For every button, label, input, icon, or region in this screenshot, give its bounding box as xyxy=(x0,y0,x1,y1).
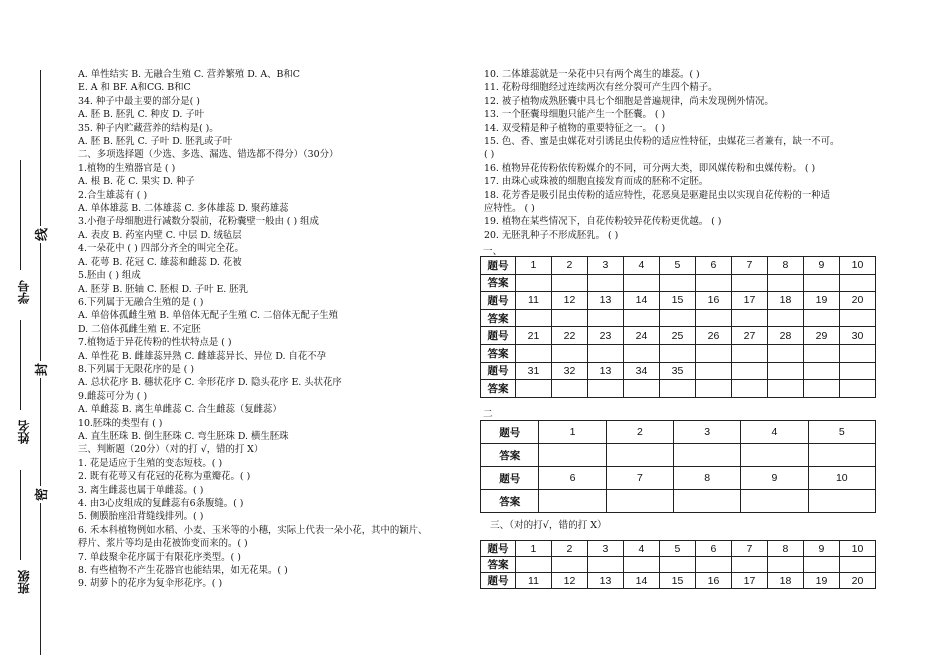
question-number-cell: 4 xyxy=(623,541,659,557)
answer-header: 答案 xyxy=(481,490,539,513)
question-number-cell: 16 xyxy=(695,292,731,310)
answer-row xyxy=(481,344,876,362)
question-number-cell: 20 xyxy=(839,573,875,589)
question-number-cell: 30 xyxy=(839,327,875,345)
question-number-cell: 2 xyxy=(551,257,587,275)
question-number-cell: 31 xyxy=(515,362,551,380)
answer-row xyxy=(481,380,876,398)
question-number-cell: 7 xyxy=(731,257,767,275)
answer-cell[interactable] xyxy=(731,557,767,573)
answer-section-one-label: 一、 xyxy=(483,246,503,257)
question-line: A. 总状花序 B. 穗状花序 C. 伞形花序 D. 隐头花序 E. 头状花序 xyxy=(78,377,342,389)
answer-cell[interactable] xyxy=(695,557,731,573)
question-number-cell: 18 xyxy=(767,292,803,310)
question-number-cell: 32 xyxy=(551,362,587,380)
answer-row xyxy=(481,467,876,490)
question-line: A. 单体雄蕊 B. 二体雄蕊 C. 多体雄蕊 D. 聚药雄蕊 xyxy=(78,203,289,215)
question-number-header: 题号 xyxy=(481,362,516,380)
question-number-cell: 8 xyxy=(767,257,803,275)
question-number-cell: 25 xyxy=(659,327,695,345)
question-line: 1.植物的生殖器官是 ( ) xyxy=(78,162,176,174)
answer-cell[interactable] xyxy=(515,309,551,327)
question-line: 2.合生雄蕊有 ( ) xyxy=(78,189,148,201)
answer-cell[interactable] xyxy=(695,380,731,398)
class-blank xyxy=(20,470,21,560)
question-number-cell: 19 xyxy=(803,573,839,589)
student-id-label: 学号 xyxy=(17,280,31,304)
question-number-cell: 10 xyxy=(808,467,875,490)
answer-table-true-false xyxy=(480,540,876,589)
binding-mark-xian: 线 xyxy=(31,226,50,243)
answer-cell[interactable] xyxy=(808,444,875,467)
question-number-cell: 18 xyxy=(767,573,803,589)
answer-cell[interactable] xyxy=(623,557,659,573)
answer-row xyxy=(481,557,876,573)
answer-row xyxy=(481,274,876,292)
question-number-header: 题号 xyxy=(481,421,539,444)
question-number-cell: 3 xyxy=(587,541,623,557)
question-line: 7.植物适于异花传粉的性状特点是 ( ) xyxy=(78,337,232,349)
answer-row xyxy=(481,541,876,557)
answer-cell[interactable] xyxy=(839,344,875,362)
answer-cell[interactable] xyxy=(551,274,587,292)
right-question-column xyxy=(484,68,904,242)
question-line: 三、判断题（20分）（对的打 √，错的打 X） xyxy=(78,444,264,456)
question-line: 34. 种子中最主要的部分是( ) xyxy=(78,95,200,107)
question-number-cell: 27 xyxy=(731,327,767,345)
question-number-cell: 14 xyxy=(623,292,659,310)
question-line: 5.胚由 ( ) 组成 xyxy=(78,270,141,282)
question-line: 3. 离生雌蕊也属于单雌蕊。( ) xyxy=(78,484,204,496)
answer-cell[interactable] xyxy=(803,557,839,573)
question-line: 19. 植物在某些情况下，自花传粉较异花传粉更优越。 ( ) xyxy=(484,216,722,228)
answer-row xyxy=(481,327,876,345)
question-line: 35. 种子内贮藏营养的结构是( )。 xyxy=(78,122,219,134)
question-line: ( ) xyxy=(484,149,495,161)
question-number-header: 题号 xyxy=(481,327,516,345)
question-line: A. 根 B. 花 C. 果实 D. 种子 xyxy=(78,176,195,188)
answer-cell[interactable] xyxy=(659,557,695,573)
question-number-cell: 8 xyxy=(767,541,803,557)
question-line: 二、多项选择题（少选、多选、漏选、错选都不得分）（30分） xyxy=(78,149,339,161)
answer-cell[interactable] xyxy=(695,274,731,292)
student-name-label: 姓名 xyxy=(17,420,31,444)
question-line: A. 单性花 B. 雌雄蕊异熟 C. 雌雄蕊异长、异位 D. 自花不孕 xyxy=(78,350,326,362)
answer-cell[interactable] xyxy=(731,380,767,398)
answer-cell[interactable] xyxy=(731,309,767,327)
question-line: 10.胚珠的类型有 ( ) xyxy=(78,417,163,429)
answer-row xyxy=(481,292,876,310)
question-number-cell xyxy=(803,362,839,380)
question-number-cell: 7 xyxy=(731,541,767,557)
question-number-cell: 19 xyxy=(803,292,839,310)
answer-row xyxy=(481,257,876,275)
question-line: 6.下列属于无融合生殖的是 ( ) xyxy=(78,296,204,308)
question-number-cell: 13 xyxy=(587,292,623,310)
question-number-cell: 17 xyxy=(731,573,767,589)
answer-cell[interactable] xyxy=(623,309,659,327)
question-number-cell: 10 xyxy=(839,257,875,275)
answer-cell[interactable] xyxy=(515,380,551,398)
answer-cell[interactable] xyxy=(803,380,839,398)
answer-section-two-label: 二 xyxy=(483,409,493,420)
question-number-cell: 7 xyxy=(606,467,673,490)
question-line: A. 胚 B. 胚乳 C. 子叶 D. 胚乳或子叶 xyxy=(78,136,233,148)
question-number-cell: 6 xyxy=(695,257,731,275)
question-line: A. 直生胚珠 B. 倒生胚珠 C. 弯生胚珠 D. 横生胚珠 xyxy=(78,430,289,442)
answer-header: 答案 xyxy=(481,344,516,362)
question-line: 应特性。 ( ) xyxy=(484,203,535,215)
answer-cell[interactable] xyxy=(767,344,803,362)
student-name-blank xyxy=(20,320,21,410)
question-line: 20. 无胚乳种子不形成胚乳。 ( ) xyxy=(484,229,619,241)
answer-cell[interactable] xyxy=(587,274,623,292)
left-question-column xyxy=(78,68,468,591)
question-line: 3.小孢子母细胞进行减数分裂前，花粉囊壁一般由 ( ) 组成 xyxy=(78,216,319,228)
question-number-cell xyxy=(695,362,731,380)
question-number-cell: 9 xyxy=(741,467,808,490)
question-number-cell: 2 xyxy=(606,421,673,444)
question-line: 12. 被子植物成熟胚囊中具七个细胞是普遍规律，尚未发现例外情况。 xyxy=(484,95,774,107)
answer-cell[interactable] xyxy=(803,309,839,327)
answer-header: 答案 xyxy=(481,309,516,327)
question-number-cell: 4 xyxy=(741,421,808,444)
question-number-header: 题号 xyxy=(481,467,539,490)
question-number-cell: 6 xyxy=(695,541,731,557)
question-number-cell: 14 xyxy=(623,573,659,589)
question-line: 11. 花粉母细胞经过连续两次有丝分裂可产生四个精子。 xyxy=(484,82,718,94)
answer-row xyxy=(481,362,876,380)
question-line: 6. 禾本科植物例如水稻、小麦、玉米等的小穗，实际上代表一朵小花，其中的颖片、 xyxy=(78,524,428,536)
question-line: 9.雌蕊可分为 ( ) xyxy=(78,390,148,402)
question-number-cell: 17 xyxy=(731,292,767,310)
question-number-cell: 8 xyxy=(674,467,741,490)
answer-cell[interactable] xyxy=(767,380,803,398)
answer-header: 答案 xyxy=(481,444,539,467)
question-line: 13. 一个胚囊母细胞只能产生一个胚囊。 ( ) xyxy=(484,109,666,121)
question-number-cell: 28 xyxy=(767,327,803,345)
question-line: A. 单倍体孤雌生殖 B. 单倍体无配子生殖 C. 二倍体无配子生殖 xyxy=(78,310,338,322)
answer-section-three-label: 三、（对的打√，错的打 X） xyxy=(490,520,607,531)
question-number-header: 题号 xyxy=(481,292,516,310)
answer-cell[interactable] xyxy=(539,490,606,513)
question-line: 14. 双受精是种子植物的重要特征之一。 ( ) xyxy=(484,122,666,134)
answer-table-multi-select xyxy=(480,420,876,513)
binding-mark-feng: 封 xyxy=(31,361,50,378)
question-number-cell: 3 xyxy=(587,257,623,275)
answer-cell[interactable] xyxy=(767,309,803,327)
question-number-cell: 21 xyxy=(515,327,551,345)
question-line: 15. 色、香、蜜是虫媒花对引诱昆虫传粉的适应性特征，虫媒花三者兼有，缺一不可。 xyxy=(484,136,840,148)
question-number-cell: 13 xyxy=(587,362,623,380)
answer-cell[interactable] xyxy=(839,557,875,573)
binding-mark-mi: 密 xyxy=(31,486,50,503)
answer-cell[interactable] xyxy=(803,274,839,292)
answer-cell[interactable] xyxy=(659,274,695,292)
question-number-cell xyxy=(731,362,767,380)
question-number-cell: 2 xyxy=(551,541,587,557)
answer-cell[interactable] xyxy=(839,380,875,398)
answer-cell[interactable] xyxy=(551,309,587,327)
answer-table-multiple-choice xyxy=(480,256,876,398)
answer-cell[interactable] xyxy=(839,274,875,292)
question-number-cell: 20 xyxy=(839,292,875,310)
answer-row xyxy=(481,444,876,467)
class-label: 班级 xyxy=(17,570,31,594)
question-number-cell xyxy=(767,362,803,380)
answer-row xyxy=(481,490,876,513)
question-number-cell: 22 xyxy=(551,327,587,345)
answer-cell[interactable] xyxy=(515,557,551,573)
question-number-cell: 1 xyxy=(515,257,551,275)
question-number-header: 题号 xyxy=(481,541,516,557)
answer-cell[interactable] xyxy=(695,309,731,327)
binding-margin xyxy=(0,0,60,658)
question-line: 5. 侧膜胎座沿背缝线排列。( ) xyxy=(78,511,204,523)
question-number-cell xyxy=(839,362,875,380)
answer-cell[interactable] xyxy=(731,274,767,292)
answer-cell[interactable] xyxy=(731,344,767,362)
answer-cell[interactable] xyxy=(741,490,808,513)
answer-cell[interactable] xyxy=(515,274,551,292)
question-number-cell: 29 xyxy=(803,327,839,345)
question-line: E. A 和 BF. A和CG. B和C xyxy=(78,82,191,94)
answer-cell[interactable] xyxy=(674,490,741,513)
question-line: 7. 单歧聚伞花序属于有限花序类型。( ) xyxy=(78,551,241,563)
answer-cell[interactable] xyxy=(515,344,551,362)
question-line: A. 胚 B. 胚乳 C. 种皮 D. 子叶 xyxy=(78,109,205,121)
answer-cell[interactable] xyxy=(551,380,587,398)
question-number-cell: 15 xyxy=(659,292,695,310)
answer-cell[interactable] xyxy=(623,380,659,398)
student-id-blank xyxy=(20,160,21,270)
question-line: 4.一朵花中 ( ) 四部分齐全的叫完全花。 xyxy=(78,243,244,255)
question-number-cell: 35 xyxy=(659,362,695,380)
question-number-cell: 23 xyxy=(587,327,623,345)
answer-cell[interactable] xyxy=(659,309,695,327)
question-line: 稃片、浆片等均是由花被饰变而来的。( ) xyxy=(78,538,248,550)
answer-cell[interactable] xyxy=(674,444,741,467)
answer-cell[interactable] xyxy=(551,344,587,362)
question-number-cell: 11 xyxy=(515,573,551,589)
question-number-cell: 10 xyxy=(839,541,875,557)
answer-cell[interactable] xyxy=(659,344,695,362)
question-number-header: 题号 xyxy=(481,573,516,589)
question-line: 10. 二体雄蕊就是一朵花中只有两个离生的雄蕊。( ) xyxy=(484,69,700,80)
question-number-cell: 9 xyxy=(803,257,839,275)
answer-cell[interactable] xyxy=(767,274,803,292)
answer-row xyxy=(481,421,876,444)
answer-cell[interactable] xyxy=(587,557,623,573)
question-line: 18. 花芳香是吸引昆虫传粉的适应特性，花恶臭是驱避昆虫以实现自花传粉的一种适 xyxy=(484,189,831,201)
question-line: 4. 由3心皮组成的复雌蕊有6条腹缝。( ) xyxy=(78,498,244,509)
answer-cell[interactable] xyxy=(839,309,875,327)
answer-cell[interactable] xyxy=(587,380,623,398)
answer-cell[interactable] xyxy=(659,380,695,398)
question-number-cell: 1 xyxy=(539,421,606,444)
question-number-cell: 5 xyxy=(659,257,695,275)
question-number-cell: 1 xyxy=(515,541,551,557)
question-line: A. 花萼 B. 花冠 C. 雄蕊和雌蕊 D. 花被 xyxy=(78,256,242,268)
answer-cell[interactable] xyxy=(539,444,606,467)
question-line: 1. 花是适应于生殖的变态短枝。( ) xyxy=(78,457,223,469)
question-number-cell: 26 xyxy=(695,327,731,345)
answer-cell[interactable] xyxy=(587,344,623,362)
question-number-cell: 16 xyxy=(695,573,731,589)
answer-row xyxy=(481,309,876,327)
answer-cell[interactable] xyxy=(803,344,839,362)
question-line: 8.下列属于无限花序的是 ( ) xyxy=(78,363,194,375)
question-line: 17. 由珠心或珠被的细胞直接发育而成的胚称不定胚。 xyxy=(484,176,709,188)
answer-header: 答案 xyxy=(481,380,516,398)
answer-cell[interactable] xyxy=(695,344,731,362)
answer-cell[interactable] xyxy=(623,344,659,362)
question-number-cell: 34 xyxy=(623,362,659,380)
question-line: 2. 既有花萼又有花冠的花称为重瓣花。( ) xyxy=(78,471,251,483)
answer-cell[interactable] xyxy=(551,557,587,573)
question-number-header: 题号 xyxy=(481,257,516,275)
question-number-cell: 9 xyxy=(803,541,839,557)
question-line: D. 二倍体孤雌生殖 E. 不定胚 xyxy=(78,323,201,335)
question-number-cell: 4 xyxy=(623,257,659,275)
question-number-cell: 5 xyxy=(659,541,695,557)
question-number-cell: 13 xyxy=(587,573,623,589)
question-number-cell: 12 xyxy=(551,292,587,310)
question-number-cell: 15 xyxy=(659,573,695,589)
answer-cell[interactable] xyxy=(767,557,803,573)
answer-cell[interactable] xyxy=(606,490,673,513)
question-line: 8. 有些植物不产生花器官也能结果，如无花果。( ) xyxy=(78,565,288,577)
answer-header: 答案 xyxy=(481,557,516,573)
question-number-cell: 11 xyxy=(515,292,551,310)
question-line: 16. 植物异花传粉依传粉媒介的不同，可分两大类，即风媒传粉和虫媒传粉。 ( ) xyxy=(484,162,816,174)
question-line: A. 单性结实 B. 无融合生殖 C. 营养繁殖 D. A、B和C xyxy=(78,69,300,80)
answer-cell[interactable] xyxy=(587,309,623,327)
answer-cell[interactable] xyxy=(808,490,875,513)
question-line: A. 单雌蕊 B. 离生单雌蕊 C. 合生雌蕊（复雌蕊） xyxy=(78,404,282,416)
question-number-cell: 5 xyxy=(808,421,875,444)
question-number-cell: 12 xyxy=(551,573,587,589)
question-line: 9. 胡萝卜的花序为复伞形花序。( ) xyxy=(78,578,223,590)
answer-cell[interactable] xyxy=(606,444,673,467)
question-number-cell: 24 xyxy=(623,327,659,345)
answer-cell[interactable] xyxy=(741,444,808,467)
question-number-cell: 6 xyxy=(539,467,606,490)
answer-header: 答案 xyxy=(481,274,516,292)
question-number-cell: 3 xyxy=(674,421,741,444)
question-line: A. 表皮 B. 药室内壁 C. 中层 D. 绒毡层 xyxy=(78,229,242,241)
question-line: A. 胚芽 B. 胚轴 C. 胚根 D. 子叶 E. 胚乳 xyxy=(78,283,248,295)
answer-row xyxy=(481,573,876,589)
answer-cell[interactable] xyxy=(623,274,659,292)
